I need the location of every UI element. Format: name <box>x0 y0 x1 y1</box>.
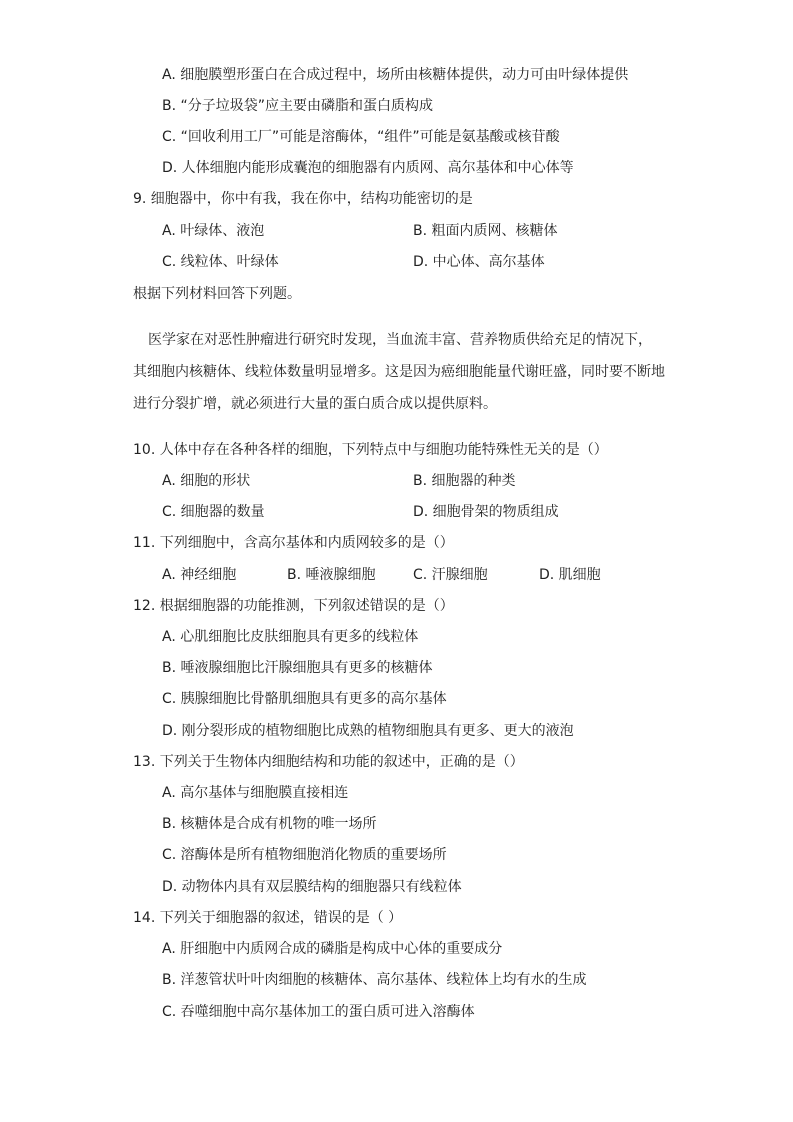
q10-option-d: D. 细胞骨架的物质组成 <box>413 504 559 520</box>
q11-option-b: B. 唾液腺细胞 <box>287 567 376 583</box>
q13-option-b: B. 核糖体是合成有机物的唯一场所 <box>162 816 377 832</box>
q8-option-d: D. 人体细胞内能形成囊泡的细胞器有内质网、高尔基体和中心体等 <box>162 160 574 176</box>
q12-option-b: B. 唾液腺细胞比汗腺细胞具有更多的核糖体 <box>162 660 433 676</box>
q9-option-c: C. 线粒体、叶绿体 <box>162 254 279 270</box>
q14-option-c: C. 吞噬细胞中高尔基体加工的蛋白质可进入溶酶体 <box>162 1004 475 1020</box>
material-line-1: 医学家在对恶性肿瘤进行研究时发现，当血流丰富、营养物质供给充足的情况下， <box>148 332 652 348</box>
q10-option-a: A. 细胞的形状 <box>162 473 251 489</box>
q9-option-b: B. 粗面内质网、核糖体 <box>413 223 558 239</box>
q13-option-a: A. 高尔基体与细胞膜直接相连 <box>162 785 349 801</box>
q12-option-d: D. 刚分裂形成的植物细胞比成熟的植物细胞具有更多、更大的液泡 <box>162 723 574 739</box>
q8-option-b: B. “分子垃圾袋”应主要由磷脂和蛋白质构成 <box>162 98 434 114</box>
q10-option-b: B. 细胞器的种类 <box>413 473 516 489</box>
q14-option-b: B. 洋葱管状叶叶肉细胞的核糖体、高尔基体、线粒体上均有水的生成 <box>162 972 587 988</box>
q12-stem: 12. 根据细胞器的功能推测，下列叙述错误的是（） <box>133 598 454 614</box>
q11-option-a: A. 神经细胞 <box>162 567 237 583</box>
material-line-3: 进行分裂扩增，就必须进行大量的蛋白质合成以提供原料。 <box>133 396 497 412</box>
q8-option-c: C. “回收利用工厂”可能是溶酶体，“组件”可能是氨基酸或核苷酸 <box>162 129 560 145</box>
q12-option-a: A. 心肌细胞比皮肤细胞具有更多的线粒体 <box>162 629 419 645</box>
q13-stem: 13. 下列关于生物体内细胞结构和功能的叙述中，正确的是（） <box>133 754 524 770</box>
q9-option-a: A. 叶绿体、液泡 <box>162 223 265 239</box>
q13-option-c: C. 溶酶体是所有植物细胞消化物质的重要场所 <box>162 847 447 863</box>
q11-stem: 11. 下列细胞中，含高尔基体和内质网较多的是（） <box>133 535 454 551</box>
q13-option-d: D. 动物体内具有双层膜结构的细胞器只有线粒体 <box>162 879 462 895</box>
material-intro: 根据下列材料回答下列题。 <box>133 286 301 302</box>
q9-option-d: D. 中心体、高尔基体 <box>413 254 545 270</box>
q10-option-c: C. 细胞器的数量 <box>162 504 265 520</box>
q14-option-a: A. 肝细胞中内质网合成的磷脂是构成中心体的重要成分 <box>162 941 503 957</box>
q8-option-a: A. 细胞膜塑形蛋白在合成过程中，场所由核糖体提供，动力可由叶绿体提供 <box>162 67 629 83</box>
material-line-2: 其细胞内核糖体、线粒体数量明显增多。这是因为癌细胞能量代谢旺盛，同时要不断地 <box>133 364 665 380</box>
q12-option-c: C. 胰腺细胞比骨骼肌细胞具有更多的高尔基体 <box>162 691 447 707</box>
q11-option-d: D. 肌细胞 <box>539 567 601 583</box>
q9-stem: 9. 细胞器中，你中有我，我在你中，结构功能密切的是 <box>133 191 473 207</box>
q10-stem: 10. 人体中存在各种各样的细胞，下列特点中与细胞功能特殊性无关的是（） <box>133 442 608 458</box>
q14-stem: 14. 下列关于细胞器的叙述，错误的是（ ） <box>133 910 403 926</box>
q11-option-c: C. 汗腺细胞 <box>413 567 488 583</box>
